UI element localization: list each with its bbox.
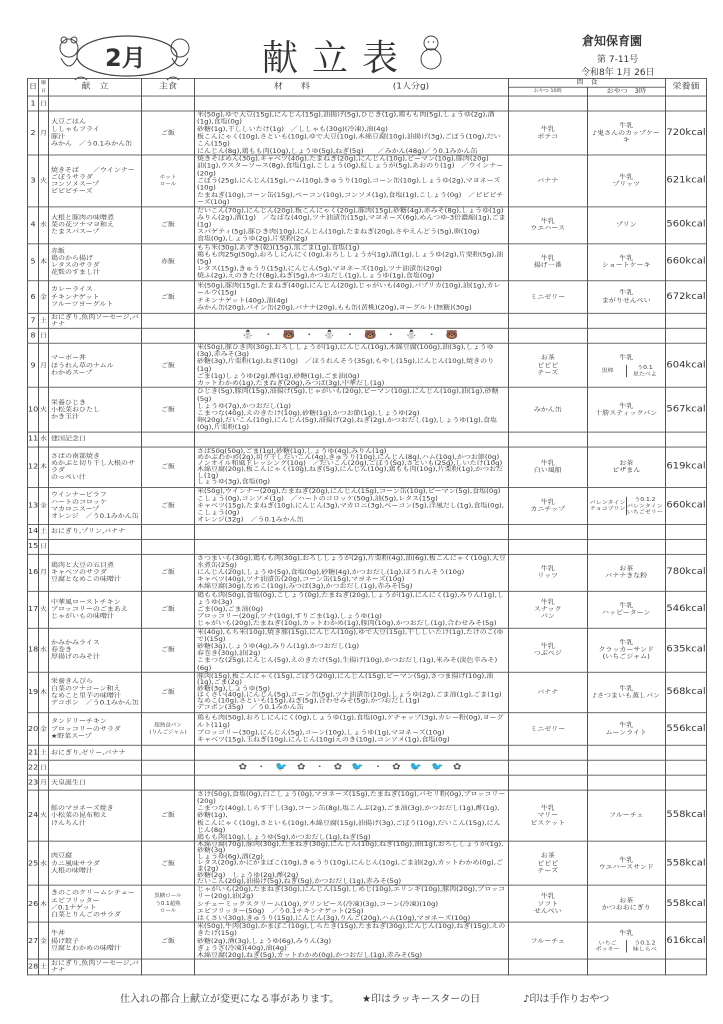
table-row [28,959,707,974]
weekday-cell: 木 [39,244,49,281]
staple-cell [142,96,195,111]
issue-number: 第 7-11号 [597,55,639,65]
nutrition-cell: 780kcal [666,554,707,591]
table-row [28,447,707,487]
weekday-cell: 火 [39,387,49,431]
snack-am-cell: バナナ [509,672,588,712]
table-row [28,343,707,387]
menu-cell: 栄養きんぴら 白菜のツナコーン和え なめこと里芋の味噌汁 デコポン ／う0.1みかん缶 [49,672,142,712]
ingredients-cell: 焼きそばめん(30g),キャベツ(40g),たまねぎ(20g),にんじん(10g),ピーマン(10g),豚肉(20g) 油(1g),ウスターソース(8g),食塩(1g),こしょう(0g),紅しょうが(5g),あおのり(1g) ／ウインナー(20g) ごぼう(25g),にんじん(15g),ハム(10g),きゅうり(10g),コーン缶(10g),しょうゆ(2g),マヨネーズ(10g) たまねぎ(10g),コーン缶(15g),ベーコン(10g),コンソメ(1g),食塩(1g),こしょう(0g) ／ピピピチーズ(10g) [195,155,509,206]
staple-cell: 赤飯 [142,244,195,281]
menu-cell: 肉豆腐 カニ風味サラダ 大根の味噌汁 [49,841,142,885]
menu-cell: 鮭のマヨネーズ焼き 小松菜の昆布和え けんちん汁 [49,790,142,841]
weekday-cell: 月 [39,775,49,790]
nutrition-cell: 660kcal [666,244,707,281]
menu-cell [49,760,142,775]
nutrition-cell [666,96,707,111]
day-cell: 21 [28,745,39,760]
ingredients-cell [195,745,509,760]
ingredients-cell: さば50g(50g),ごま(1g),砂糖(1g),しょうゆ(4g),みりん(1g) めかぶわかめ(2g),切り干しだいこん(4g),きゅうり(10g),にんじん(8g),ハム(10g),かつお節(0g) ノンオイル和風ドレッシング(10g) ／だいこん(20g),ごぼう(5g),さといも(25g),しいたけ(10g) 木綿豆腐(20g),板こんにゃく(10g),ねぎ(5g),にんじん(10g),鶏もも肉(10g),片栗粉(1g),かつおだし(1g) しょうゆ(3g),食塩(0g) [195,447,509,487]
snack-pm-cell: お茶 バナナきな粉 [587,554,666,591]
weekday-cell: 土 [39,745,49,760]
staple-cell: ご飯 [142,591,195,628]
ingredients-cell: 米(50g),牛肉(30g),かまぼこ(10g),しらたき(15g),たまねぎ(30g),にんじん(10g),ねぎ(15g),えのきたけ(15g) 砂糖(2g),酒(3g),しょうゆ(6g),みりん(3g) ぎょうざ(冷凍)(40g),油(4g) 木綿豆腐(20g),ねぎ(5g),カットわかめ(0g),かつおだし(1g),赤みそ(5g) [195,922,509,959]
weekday-cell: 水 [39,628,49,672]
school-name: 倉知保育園 [582,34,643,48]
snack-pm-drink: 牛乳 [619,929,634,937]
table-row [28,745,707,760]
snowman-icon [418,34,444,70]
nutrition-cell: 660kcal [666,487,707,524]
snack-pm-cell: お茶 ピザまん [587,447,666,487]
staple-cell: ご飯 [142,672,195,712]
ingredients-cell [195,959,509,974]
weekday-cell: 木 [39,672,49,712]
day-cell: 24 [28,790,39,841]
snack-am-cell: 牛乳 リッツ [509,554,588,591]
month-label: 2月 [105,44,146,72]
staple-cell [142,760,195,775]
snack-pm-split [590,365,664,377]
ingredients-cell [195,775,509,790]
snack-pm-cell: 牛乳 まがりせんべい [587,280,666,313]
staple-cell [142,745,195,760]
snack-pm-cell [587,959,666,974]
snack-am-cell [509,524,588,539]
staple-cell: ご飯 [142,447,195,487]
snack-pm-cell [587,343,666,387]
decoration-icon: ✿ ・ 🐦 ✿ ・ ✿ 🐦 ・ ✿ 🐦 🐦 ✿ [238,762,465,772]
col-ingredients [195,78,509,96]
col-nutrition: 栄養価 [666,78,707,96]
nutrition-cell [666,745,707,760]
nutrition-cell [666,524,707,539]
table-row [28,922,707,959]
menu-cell: 天皇誕生日 [49,775,142,790]
menu-cell: 建国記念日 [49,432,142,447]
col-snack: 間 食 [509,78,666,87]
footer-star-note: ★印はラッキースターの日 [362,994,481,1005]
staple-cell: ご飯 [142,487,195,524]
ingredients-cell: 米(50g),ウインナー(20g),たまねぎ(20g),にんじん(15g),コーン缶(10g),ピーマン(5g),食塩(0g) こしょう(0g),コンソメ(1g) ／ハートのコロッケ(50g),油(5g),レタス(15g) キャベツ(15g),たまねぎ(10g),にんじん(3g),マカロニ(3g),ベーコン(5g),洋風だし(1g),食塩(0g),こしょう(0g) オレンジ(32g) ／う0.1みかん缶 [195,487,509,524]
day-cell: 16 [28,554,39,591]
snack-pm-cell: お茶 かつおおにぎり [587,885,666,922]
day-cell: 18 [28,628,39,672]
snack-am-cell [509,539,588,554]
snack-pm-option: いちご ポッキー [595,939,620,953]
snack-pm-cell [587,328,666,343]
ingredients-cell: さつまいも(30g),鶏もも肉(30g),おろししょうが(2g),片栗粉(4g),油(6g),板こんにゃく(10g),大豆水煮缶(25g) にんじん(20g),しょうゆ(5g),食塩(0g),砂糖(4g),かつおだし(1g),ほうれんそう(10g) キャベツ(40g),ツナ油漬缶(20g),コーン缶(15g),マヨネーズ(10g) 木綿豆腐(30g),なめこ(10g),みつば(3g),かつおだし(1g),赤みそ(5g) [195,554,509,591]
col-per-person: (1人分g) [392,82,430,92]
snack-am-cell [509,313,588,328]
weekday-cell: 金 [39,487,49,524]
snack-am-cell [509,328,588,343]
staple-cell [142,959,195,974]
weekday-cell: 土 [39,959,49,974]
menu-cell: 大根と豚肉の味噌煮 菜の花ツナマヨ和え たまスパスープ [49,207,142,244]
weekday-cell: 月 [39,343,49,387]
day-cell: 10 [28,387,39,431]
snack-pm-cell: 牛乳 ウエハースサンド [587,841,666,885]
menu-cell: 牛丼 揚げ餃子 豆腐とわかめの味噌汁 [49,922,142,959]
snack-am-cell: 牛乳 ウエハース [509,207,588,244]
staple-cell [142,313,195,328]
weekday-cell: 金 [39,713,49,746]
menu-cell: おにぎり,魚肉ソーセージ,バナナ [49,959,142,974]
nutrition-cell [666,328,707,343]
nutrition-cell [666,959,707,974]
menu-cell: 焼きそば ／ウインナー ごぼうサラダ コンソメスープ ピピピチーズ [49,155,142,206]
snack-pm-cell [587,775,666,790]
col-snack-am: おやつ 10時 [509,87,588,96]
weekday-cell: 水 [39,207,49,244]
nutrition-cell [666,432,707,447]
staple-cell: ご飯 [142,790,195,841]
weekday-cell: 木 [39,447,49,487]
ingredients-cell [195,313,509,328]
nutrition-cell [666,760,707,775]
snack-pm-cell [587,745,666,760]
nutrition-cell: 621kcal [666,155,707,206]
staple-cell: ご飯 [142,628,195,672]
day-cell: 1 [28,96,39,111]
weekday-cell: 木 [39,885,49,922]
table-row [28,775,707,790]
table-row [28,328,707,343]
day-cell: 2 [28,111,39,155]
ingredients-cell: 鶏もも肉(50g),食塩(0g),こしょう(0g),たまねぎ(20g),しょうが(1g),にんにく(1g),みりん(1g),しょうゆ(3g) ごま(0g),ごま油(0g) ブロッコリー(20g),ツナ(10g),すりごま(1g),しょうゆ(1g) じゃがいも(20g),たまねぎ(10g),カットわかめ(1g),豚肉(10g),かつおだし(1g),合わせみそ(5g) [195,591,509,628]
ingredients-cell: じゃがいも(20g),たまねぎ(30g),にんじん(15g),しめじ(10g),エリンギ(10g),豚肉(20g),ブロッコリー(20g),油(2g) シチューミックスクリーム(10g),グリンピース(冷凍)(3g),コーン(冷凍)(10g) エビフリッター(50g) ／う0.1チキンナゲット(25g) はくさい(30g),きゅうり(15g),にんじん(3g),りんご(20g),ハム(10g),マヨネーズ(10g) [195,885,509,922]
day-cell: 23 [28,775,39,790]
staple-cell: ご飯 [142,111,195,155]
ingredients-cell: 米(50g),ゆで大豆(15g),にんじん(15g),油揚げ(5g),ひじき(1g),鶏もも肉(5g),しょうゆ(2g),酒(1g),食塩(0g) 砂糖(1g),干ししいたけ(1g) ／ししゃも(30g)(冷凍),油(4g) 板こんにゃく(10g),さといも(10g),ゆで大豆(10g),木綿豆腐(10g),油揚げ(3g),ごぼう(10g),だいこん(15g) にんじん(8g),鶏もも肉(10g),しょうゆ(5g),ねぎ(5g) ／みかん(48g)／う0.1みかん缶 [195,111,509,155]
weekday-cell: 月 [39,111,49,155]
weekday-cell: 日 [39,96,49,111]
menu-cell [49,96,142,111]
snack-am-cell: 牛乳 カニチップ [509,487,588,524]
snack-pm-cell: 牛乳 ♪さつまいも蒸しパン [587,672,666,712]
ingredients-cell: さけ(50g),食塩(0g),白こしょう(0g),マヨネーズ(15g),たまねぎ(10g),パセリ粉(0g),ブロッコリー(20g) こまつな(40g),しらす干し(3g),コーン缶(8g),塩こんぶ(2g),ごま油(3g),かつおだし(1g),酢(1g),砂糖(1g), 板こんにゃく(10g),さといも(10g),木綿豆腐(15g),油揚げ(3g),ごぼう(10g),だいこん(15g),にんじん(8g) 鶏もも肉(10g),しょうゆ(5g),かつおだし(1g),ねぎ(5g) [195,790,509,841]
snack-pm-cell: フルーチェ [587,790,666,841]
nutrition-cell [666,313,707,328]
table-row [28,111,707,155]
ingredients-cell: 米(50g),豚肉(15g),たまねぎ(40g),にんじん(20g),じゃがいも(40g),パプリカ(10g),油(1g),カレールウ(15g) チキンナゲット(40g),油(4g) みかん缶(20g),パイン缶(20g),バナナ(20g),もも缶(黄桃)(20g),ヨーグルト(無糖)(30g) [195,280,509,313]
day-cell: 20 [28,713,39,746]
snack-am-cell: 牛乳 ソフト せんべい [509,885,588,922]
menu-cell: マーボー丼 ほうれん草のナムル わかめスープ [49,343,142,387]
table-row [28,539,707,554]
snack-am-cell: バナナ [509,155,588,206]
snack-pm-cell: 牛乳 ♪鬼さんのカップケーキ [587,111,666,155]
snack-pm-cell: 牛乳 ハッピーターン [587,591,666,628]
nutrition-cell: 619kcal [666,447,707,487]
day-cell: 19 [28,672,39,712]
day-cell: 5 [28,244,39,281]
snack-am-cell: ミニゼリー [509,713,588,746]
nutrition-cell: 635kcal [666,628,707,672]
weekday-cell: 土 [39,524,49,539]
nutrition-cell: 672kcal [666,280,707,313]
menu-cell: カレーライス チキンナゲット フルーツヨーグルト [49,280,142,313]
day-cell: 22 [28,760,39,775]
snack-pm-cell [587,539,666,554]
menu-cell: おにぎり,プリン,バナナ [49,524,142,539]
ingredients-cell: もち米(30g),あずき(乾)(15g),黒ごま(1g),食塩(1g) 鶏もも肉25g(50g),おろしにんにく(0g),おろししょうが(1g),酒(1g),しょうゆ(2g),片栗粉(5g),油(5g) レタス(15g),きゅうり(15g),にんじん(5g),マヨネーズ(10g),ツナ油漬缶(20g) 焼ふ(2g),えのきたけ(8g),ねぎ(5g),かつおだし(1g),しょうゆ(1g),食塩(0g) [195,244,509,281]
day-cell: 25 [28,841,39,885]
ingredients-cell [195,524,509,539]
staple-cell: ご飯 [142,841,195,885]
table-row [28,713,707,746]
snack-am-cell: フルーチェ [509,922,588,959]
day-cell: 15 [28,539,39,554]
ingredients-cell: だいこん(70g),にんじん(20g),板こんにゃく(20g),豚肉(15g),砂糖(4g),赤みそ(8g),しょうゆ(1g) みりん(2g),酒(1g) ／なばな(40g),ツナ油漬缶(15g),マヨネーズ(6g),めんつゆ-3倍濃縮(1g),ごま(1g) スパゲティ(5g),豚ひき肉(10g),にんじん(10g),たまねぎ(20g),さやえんどう(5g),卵(10g) 食塩(0g),しょうゆ(2g),片栗粉(2g) [195,207,509,244]
table-row [28,841,707,885]
menu-cell: 中華風ローストチキン ブロッコリーのごまあえ じゃがいもの味噌汁 [49,591,142,628]
day-cell: 14 [28,524,39,539]
snack-am-cell [509,745,588,760]
staple-cell: ご飯 [142,343,195,387]
staple-cell [142,328,195,343]
col-ingredients-label: 材 料 [273,82,310,92]
nutrition-cell: 556kcal [666,713,707,746]
snack-am-cell: 牛乳 揚げ一番 [509,244,588,281]
staple-cell: ご飯 [142,207,195,244]
table-row [28,628,707,672]
day-cell: 28 [28,959,39,974]
nutrition-cell [666,539,707,554]
col-snack-pm: おやつ 3時 [587,87,666,96]
menu-table [27,78,707,975]
ingredients-cell: 鶏もも肉(50g),おろしにんにく(0g),しょうゆ(1g),食塩(0g),ケチャップ(3g),カレー粉(0g),ヨーグルト(11g) ブロッコリー(30g),にんじん(5g),コーン(10g),しょうゆ(1g),マヨネーズ(10g) キャベツ(15g),玉ねぎ(10g),にんじん(10g)えのき(10g),コンソメ(1g),食塩(0g) [195,713,509,746]
day-cell: 12 [28,447,39,487]
ingredients-cell [195,760,509,775]
snack-pm-option: う0.1.2 味しらべ [626,940,663,952]
weekday-cell: 火 [39,790,49,841]
weekday-cell: 日 [39,328,49,343]
staple-cell [142,432,195,447]
snack-am-cell [509,959,588,974]
table-row [28,313,707,328]
snack-pm-split [590,496,664,514]
weekday-cell: 水 [39,841,49,885]
day-cell: 17 [28,591,39,628]
table-row [28,387,707,431]
staple-cell: 超熟食パン (りんごジャム) [142,713,195,746]
nutrition-cell: 567kcal [666,387,707,431]
snack-am-cell: お茶 ピピピ チーズ [509,343,588,387]
day-cell: 26 [28,885,39,922]
table-row [28,591,707,628]
menu-cell: 赤飯 鶏のから揚げ レタスのサラダ 花麩のすまし汁 [49,244,142,281]
table-row [28,790,707,841]
snack-am-cell [509,760,588,775]
staple-cell [142,775,195,790]
snack-pm-option: バレンタイン チョコプリン [589,499,626,512]
nutrition-cell: 558kcal [666,841,707,885]
snack-pm-option: 黒棒 [601,367,614,374]
table-row [28,244,707,281]
ingredients-cell [195,539,509,554]
table-row [28,155,707,206]
menu-cell: 鶏肉と大豆の五目煮 キャベツのサラダ 豆腐となめこの味噌汁 [49,554,142,591]
staple-cell: ご飯 [142,922,195,959]
issue-date: 令和8年 1月 26日 [581,68,655,78]
snack-am-cell: 牛乳 白い風船 [509,447,588,487]
snack-pm-cell [587,432,666,447]
snack-am-cell [509,432,588,447]
weekday-cell: 日 [39,760,49,775]
menu-cell: おにぎり,魚肉ソーセージ,バナナ [49,313,142,328]
day-cell: 4 [28,207,39,244]
menu-table-body [28,96,707,975]
snack-am-cell: 牛乳 マリー ビスケット [509,790,588,841]
nutrition-cell: 560kcal [666,207,707,244]
weekday-cell: 月 [39,554,49,591]
staple-cell: ホット ロール [142,155,195,206]
snack-pm-cell [587,524,666,539]
snack-pm-cell [587,760,666,775]
col-menu: 献 立 [49,78,142,96]
ingredients-cell: ひじき(5g),豚肉(15g),油揚げ(5g),じゃがいも(20g),ピーマン(10g),にんじん(10g),油(1g),砂糖(5g) しょうゆ(7g),かつおだし(1g) こまつな(40g),えのきたけ(10g),砂糖(1g),かつお節(1g),しょうゆ(2g) 卵(20g),だいこん(10g),にんじん(5g),油揚げ(2g),ねぎ(2g),かつおだし(1g),しょうゆ(1g),食塩(0g),片栗粉(1g) [195,387,509,431]
snack-pm-cell: 牛乳 クラッカーサンド (いちごジャム) [587,628,666,672]
page-title: 献立表 [262,38,413,79]
staple-cell [142,524,195,539]
snack-pm-cell [587,313,666,328]
table-header-row [28,78,707,87]
nutrition-cell: 616kcal [666,922,707,959]
day-cell: 6 [28,280,39,313]
menu-cell: おにぎり,ゼリー,バナナ [49,745,142,760]
nutrition-cell: 604kcal [666,343,707,387]
menu-cell: ウインナーピラフ ハートのコロッケ マカロニスープ オレンジ ／う0.1みかん缶 [49,487,142,524]
day-cell: 9 [28,343,39,387]
table-row [28,487,707,524]
ingredients-cell: 米(50g),豚ひき肉(30g),おろししょうが(1g),にんじん(10g),木綿豆腐(100g),油(3g),しょうゆ(3g),赤みそ(3g) 砂糖(3g),片栗粉(1g),ねぎ(10g) ／ほうれんそう(35g),もやし(15g),にんじん(10g),焼きのり(1g) ごま(1g)しょうゆ(2g),酢(1g),砂糖(1g),ごま油(0g) カットわかめ(1g),たまねぎ(20g),みつば(3g),中華だし(1g) [195,343,509,387]
table-row [28,760,707,775]
menu-cell: かみかみライス 春巻き 厚揚げのみそ汁 [49,628,142,672]
col-day: 日 [28,78,39,96]
nutrition-cell [666,775,707,790]
snack-pm-cell: 牛乳 ショートケーキ [587,244,666,281]
ingredients-cell [195,432,509,447]
nutrition-cell: 720kcal [666,111,707,155]
snack-pm-cell: 牛乳 ムーンライト [587,713,666,746]
snack-pm-option: う0.1 星たべよ [626,365,663,377]
snack-am-cell [509,775,588,790]
snack-pm-cell [587,96,666,111]
snack-am-cell: お茶 ピピピ チーズ [509,841,588,885]
col-staple: 主食 [142,78,195,96]
menu-cell [49,539,142,554]
menu-cell: 大豆ごはん ししゃもフライ 豚汁 みかん ／う0.1みかん缶 [49,111,142,155]
nutrition-cell: 558kcal [666,885,707,922]
table-row [28,280,707,313]
ingredients-cell [195,96,509,111]
snack-am-cell: 牛乳 ポテコ [509,111,588,155]
table-row [28,96,707,111]
staple-cell: 黒糖ロール う0.1超熟 ロール [142,885,195,922]
table-row [28,207,707,244]
nutrition-cell: 568kcal [666,672,707,712]
menu-cell: 栄養ひじき 小松菜おひたし かき玉汁 [49,387,142,431]
menu-cell: さばの南部焼き めかぶと切り干し大根のサラダ のっぺい汁 [49,447,142,487]
weekday-cell: 日 [39,539,49,554]
snack-pm-cell: 牛乳 十勝スティックパン [587,387,666,431]
table-row [28,524,707,539]
day-cell: 8 [28,328,39,343]
table-row [28,554,707,591]
staple-cell: ご飯 [142,554,195,591]
snack-am-cell: 牛乳 スナック パン [509,591,588,628]
menu-cell: タンドリーチキン ブロッコリーのサラダ ★野菜スープ [49,713,142,746]
day-cell: 13 [28,487,39,524]
table-row [28,432,707,447]
weekday-cell: 火 [39,591,49,628]
weekday-cell: 金 [39,280,49,313]
staple-cell: ご飯 [142,280,195,313]
day-cell: 3 [28,155,39,206]
snack-am-cell: 牛乳 つぶベジ [509,628,588,672]
ingredients-cell: 木綿豆腐(70g),豚肉(30g),たまねぎ(30g),にんじん(10g),ねぎ(10g),油(1g),おろししょうが(1g),砂糖(3g) しょうゆ(6g),酒(2g) レタス(20g),かにかまぼこ(10g),きゅうり(10g),にんじん(10g),ごま油(2g),カットわかめ(0g),ごま(2g) 砂糖(2g) しょうゆ(2g),酢(2g) だいこん(20g),油揚げ(5g),ねぎ(5g),かつおだし(1g),赤みそ(5g) [195,841,509,885]
snack-pm-cell: 牛乳 プリッツ [587,155,666,206]
footer-handmade-note: ♪印は手作りおやつ [523,994,610,1005]
footer-note: 仕入れの都合上献立が変更になる事があります。 [120,994,340,1005]
snack-pm-cell [587,487,666,524]
menu-cell [49,328,142,343]
day-cell: 27 [28,922,39,959]
ingredients-cell: 米(40g),もち米(10g),焼き豚(15g),にんじん(10g),ゆで大豆(15g),干ししいたけ(1g),たけのこ(ゆで)(15g) 砂糖(3g),しょうゆ(4g),みりん(1g),かつおだし(1g) 春巻き(30g),油(2g) こまつな(25g),にんじん(5g),えのきたけ(5g),生揚げ(10g),かつおだし(1g),米みそ(淡色辛みそ)(6g) [195,628,509,672]
snack-pm-drink: 牛乳 [619,353,634,361]
snack-pm-cell [587,922,666,959]
staple-cell [142,539,195,554]
weekday-cell: 火 [39,155,49,206]
snack-am-cell [509,96,588,111]
snack-pm-cell: プリン [587,207,666,244]
staple-cell: ご飯 [142,387,195,431]
weekday-cell: 金 [39,922,49,959]
snack-am-cell: みかん缶 [509,387,588,431]
snack-pm-split [590,940,664,952]
ingredients-cell: 豚肉(15g),板こんにゃく(15g),ごぼう(20g),にんじん(15g),ピーマン(5g),さつま揚げ(10g),油(1g),ごま(2g) 砂糖(3g),しょうゆ(5g) はくさい(40g),にんじん(5g),コーン缶(5g),ツナ油漬缶(10g),しょうゆ(2g),ごま油(1g),ごま(1g) なめこ(10g),さといも(15g),ねぎ(5g),合わせみそ(5g),かつおだし(1g) デコポン(35g) ／う0.1みかん缶 [195,672,509,712]
weekday-cell: 土 [39,313,49,328]
decoration-icon: ⛄ ・ 🐻 ・ ⛄ ・ 🐻 ・ ⛄ ・ 🐻 [241,330,462,341]
col-weekday: 曜日 [39,78,49,96]
snack-am-cell: ミニゼリー [509,280,588,313]
menu-cell: きのこのクリームシチュー エビフリッター ／0.1ナゲット 白菜とりんごのサラダ [49,885,142,922]
day-cell: 7 [28,313,39,328]
table-row [28,672,707,712]
ingredients-cell [195,328,509,343]
weekday-cell: 水 [39,432,49,447]
day-cell: 11 [28,432,39,447]
table-row [28,885,707,922]
nutrition-cell: 546kcal [666,591,707,628]
nutrition-cell: 558kcal [666,790,707,841]
snack-pm-option: う0.1.2 バレンタイン いちごゼリー [626,496,663,515]
